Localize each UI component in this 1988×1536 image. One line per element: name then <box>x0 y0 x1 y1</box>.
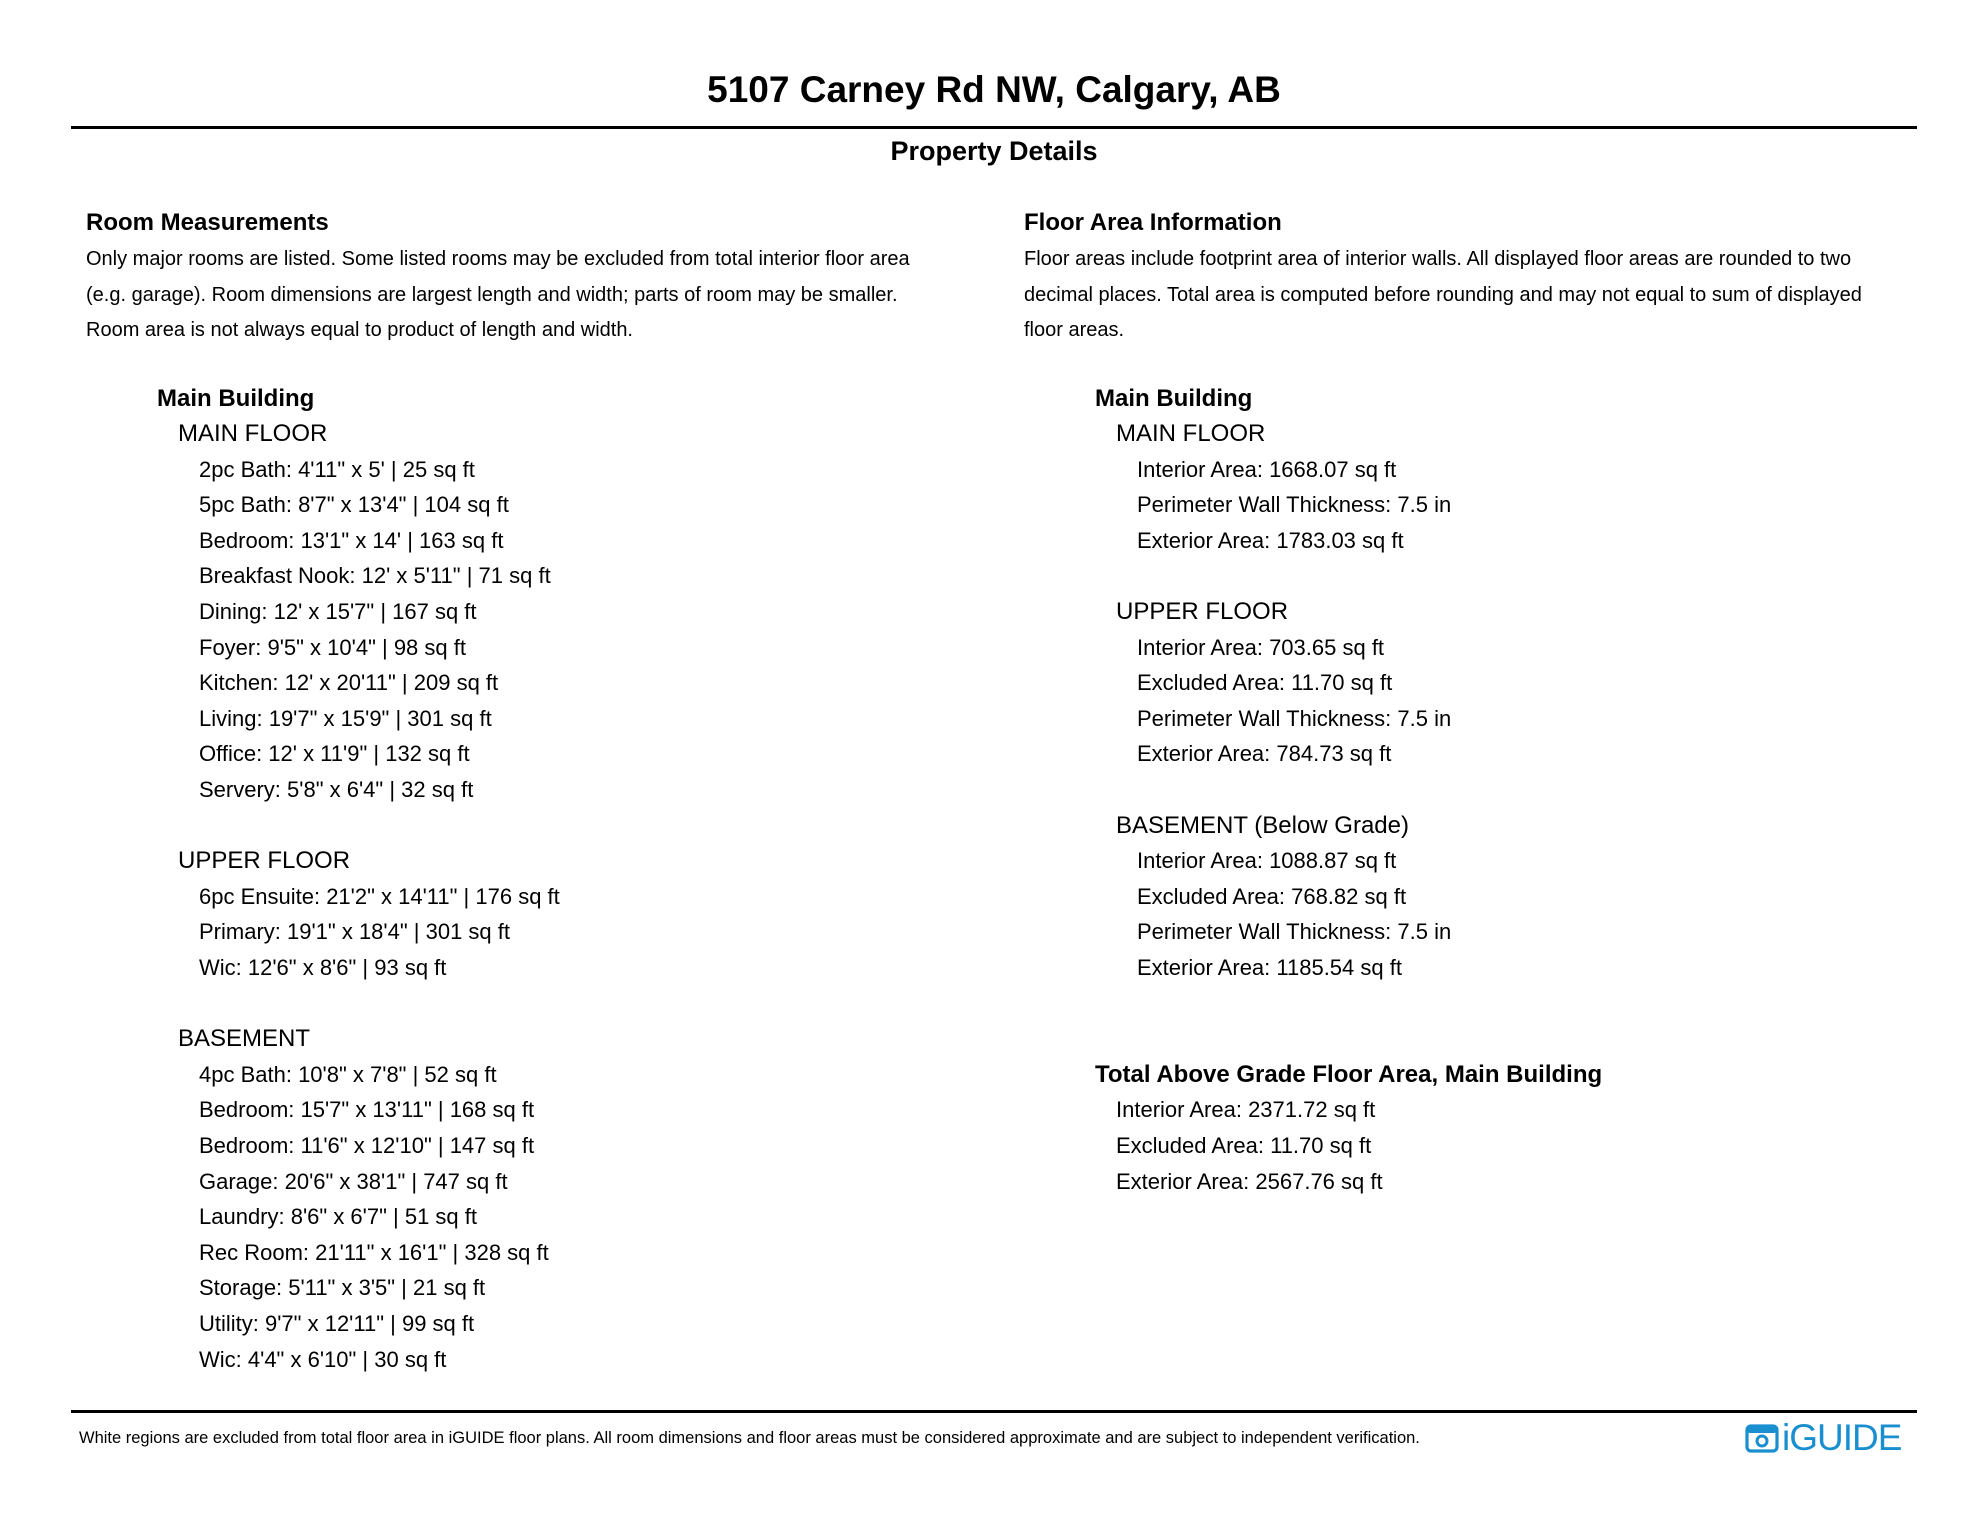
intro-line: floor areas. <box>1024 319 1125 341</box>
floor-area-intro <box>1024 242 1934 349</box>
area-item: Excluded Area: 11.70 sq ft <box>1137 670 1393 696</box>
room-item: Storage: 5'11" x 3'5" | 21 sq ft <box>199 1275 486 1301</box>
room-item: Garage: 20'6" x 38'1" | 747 sq ft <box>199 1168 508 1194</box>
room-item: Primary: 19'1" x 18'4" | 301 sq ft <box>199 919 510 945</box>
area-item: Interior Area: 1088.87 sq ft <box>1137 848 1397 874</box>
room-item: 4pc Bath: 10'8" x 7'8" | 52 sq ft <box>199 1061 497 1087</box>
building-label: Main Building <box>1095 384 1253 412</box>
room-list <box>86 381 986 1378</box>
intro-line: Only major rooms are listed. Some listed rooms may be excluded from total interior floor area <box>86 248 910 270</box>
spacer <box>1024 986 1934 1022</box>
room-item: Office: 12' x 11'9" | 132 sq ft <box>199 741 470 767</box>
spacer <box>86 986 986 1022</box>
room-item: Servery: 5'8" x 6'4" | 32 sq ft <box>199 777 474 803</box>
floor-label: BASEMENT (Below Grade) <box>1116 811 1409 839</box>
room-measurements-heading: Room Measurements <box>86 209 329 236</box>
total-area-heading: Total Above Grade Floor Area, Main Building <box>1095 1060 1603 1088</box>
area-item: Exterior Area: 1185.54 sq ft <box>1137 955 1402 980</box>
floor-label: MAIN FLOOR <box>178 420 328 448</box>
room-item: Living: 19'7" x 15'9" | 301 sq ft <box>199 705 492 731</box>
floor-label: MAIN FLOOR <box>1116 420 1266 448</box>
room-item: 2pc Bath: 4'11" x 5' | 25 sq ft <box>199 456 475 482</box>
area-item: Interior Area: 1668.07 sq ft <box>1137 456 1397 482</box>
area-item: Interior Area: 703.65 sq ft <box>1137 634 1385 660</box>
room-item: 6pc Ensuite: 21'2" x 14'11" | 176 sq ft <box>199 883 560 909</box>
area-item: Exterior Area: 1783.03 sq ft <box>1137 527 1404 553</box>
area-item: Perimeter Wall Thickness: 7.5 in <box>1137 492 1452 518</box>
floor-label: UPPER FLOOR <box>1116 598 1289 626</box>
spacer <box>1024 772 1934 808</box>
intro-line: (e.g. garage). Room dimensions are largest length and width; parts of room may be smaller. <box>86 283 898 306</box>
room-item: 5pc Bath: 8'7" x 13'4" | 104 sq ft <box>199 492 509 518</box>
camera-icon <box>1745 1423 1779 1453</box>
footer-disclaimer: White regions are excluded from total floor area in iGUIDE floor plans. All room dimensions and floor areas must be considered approximate and are subject to independent verification. <box>79 1429 1420 1447</box>
floor-label: BASEMENT <box>178 1025 311 1053</box>
room-item: Utility: 9'7" x 12'11" | 99 sq ft <box>199 1310 475 1336</box>
room-item: Laundry: 8'6" x 6'7" | 51 sq ft <box>199 1204 478 1230</box>
room-item: Breakfast Nook: 12' x 5'11" | 71 sq ft <box>199 563 551 589</box>
room-item: Wic: 4'4" x 6'10" | 30 sq ft <box>199 1346 447 1372</box>
spacer <box>1024 1021 1934 1057</box>
room-item: Rec Room: 21'11" x 16'1" | 328 sq ft <box>199 1239 549 1265</box>
building-label: Main Building <box>157 384 315 412</box>
floor-area-list <box>1024 381 1934 1200</box>
room-item: Bedroom: 15'7" x 13'11" | 168 sq ft <box>199 1097 535 1123</box>
page-title: 5107 Carney Rd NW, Calgary, AB <box>707 69 1281 110</box>
room-item: Foyer: 9'5" x 10'4" | 98 sq ft <box>199 634 466 660</box>
intro-line: Floor areas include footprint area of interior walls. All displayed floor areas are rounded to two <box>1024 248 1852 270</box>
room-measurements-intro <box>86 242 986 349</box>
area-item: Excluded Area: 768.82 sq ft <box>1137 883 1407 909</box>
spacer <box>86 808 986 844</box>
room-item: Wic: 12'6" x 8'6" | 93 sq ft <box>199 955 447 980</box>
page-subtitle: Property Details <box>890 136 1098 166</box>
total-area-item: Exterior Area: 2567.76 sq ft <box>1116 1168 1383 1194</box>
intro-line: decimal places. Total area is computed before rounding and may not equal to sum of displayed <box>1024 283 1862 306</box>
total-area-item: Interior Area: 2371.72 sq ft <box>1116 1097 1376 1123</box>
floor-label: UPPER FLOOR <box>178 847 351 875</box>
floor-area-heading: Floor Area Information <box>1024 209 1282 236</box>
bottom-divider <box>71 1410 1917 1413</box>
floor-area-section <box>1024 206 1934 1199</box>
logo-text: iGUIDE <box>1782 1417 1902 1458</box>
room-item: Bedroom: 13'1" x 14' | 163 sq ft <box>199 527 504 553</box>
room-item: Dining: 12' x 15'7" | 167 sq ft <box>199 599 477 625</box>
area-item: Perimeter Wall Thickness: 7.5 in <box>1137 705 1452 731</box>
intro-line: Room area is not always equal to product of length and width. <box>86 319 633 341</box>
spacer <box>1024 558 1934 594</box>
top-divider <box>71 126 1917 129</box>
room-item: Bedroom: 11'6" x 12'10" | 147 sq ft <box>199 1132 535 1158</box>
room-measurements-section <box>86 206 986 1377</box>
area-item: Exterior Area: 784.73 sq ft <box>1137 741 1392 767</box>
iguide-logo <box>1745 1418 1901 1458</box>
total-area-item: Excluded Area: 11.70 sq ft <box>1116 1132 1372 1158</box>
room-item: Kitchen: 12' x 20'11" | 209 sq ft <box>199 670 499 696</box>
area-item: Perimeter Wall Thickness: 7.5 in <box>1137 919 1452 945</box>
